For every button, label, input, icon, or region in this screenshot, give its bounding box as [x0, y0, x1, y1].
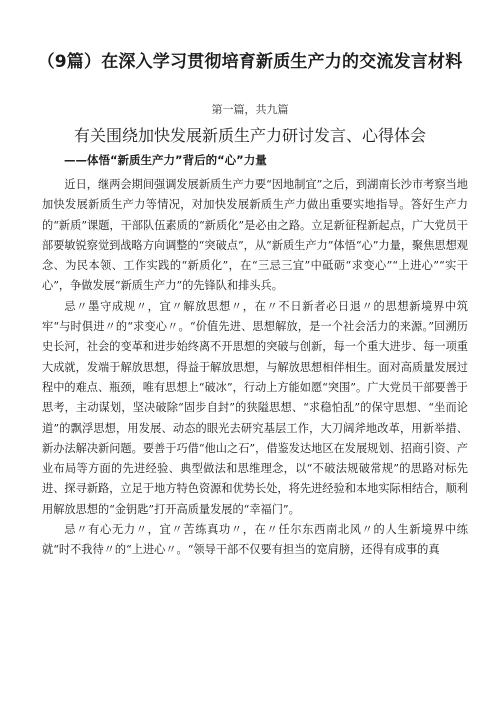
- paragraph: 忌〃有心无力〃，宜〃苦练真功〃，在〃任尔东西南北风〃的人生新境界中练就“时不我待〃的“上进心〃。“领导干部不仅要有担当的宽肩膀，还得有成事的真: [42, 523, 468, 557]
- article-subheading: ——体悟“新质生产力”背后的“心”力量: [64, 153, 267, 167]
- article-body: [42, 175, 468, 561]
- article-heading: 有关围绕加快发展新质生产力研讨发言、心得体会: [73, 126, 426, 145]
- paragraph: 近日，继两会期间强调发展新质生产力要“因地制宜”之后，到湖南长沙市考察当地加快发展新质生产力等情况，对加快发展新质生产力做出重要实地指导。答好生产力的“新质”课题，干部队伍素质的“新质化”是必由之路。立足新征程新起点，广大党员干部要敏锐察觉到战略方向调整的“突破点”，从“新质生产力”体悟“心”力量，聚焦思想观念、为民本领、工作实践的“新质化”，在“三忌三宜”中砥砺“求变心”“上进心”“实干心”，争做发展“新质生产力”的先锋队和排头兵。: [42, 178, 468, 293]
- paragraph: 忌〃墨守成规〃，宜〃解放思想〃，在〃不日新者必日退〃的思想新境界中筑牢“与时俱进〃的“求变心〃。“价值先进、思想解放，是一个社会活力的来源。”回溯历史长河，社会的变革和进步始终离不开思想的突破与创新，每一个重大进步、每一项重大成就，发端于解放思想，得益于解放思想，与解放思想相伴相生。面对高质量发展过程中的难点、瓶颈，唯有思想上“破冰”，行动上方能如愿“突围”。广大党员干部要善于思考，主动谋划，坚决破除“固步自封”的狭隘思想、“求稳怕乱”的保守思想、“坐而论道”的飘浮思想，用发展、动态的眼光去研究基层工作，大刀阔斧地改革，用新举措、新办法解决新问题。要善于巧借“他山之石”，借鉴发达地区在发展规划、招商引资、产业布局等方面的先进经验、典型做法和思维理念，以“不破法规破常规”的思路对标先进、探寻新路，立足于地方特色资源和优势长处，将先进经验和本地实际相结合，顺利用解放思想的“金钥匙”打开高质量发展的“幸福门”。: [42, 299, 468, 516]
- chapter-indicator: 第一篇，共九篇: [211, 103, 289, 116]
- document-title: （9篇）在深入学习贯彻培育新质生产力的交流发言材料: [37, 52, 463, 72]
